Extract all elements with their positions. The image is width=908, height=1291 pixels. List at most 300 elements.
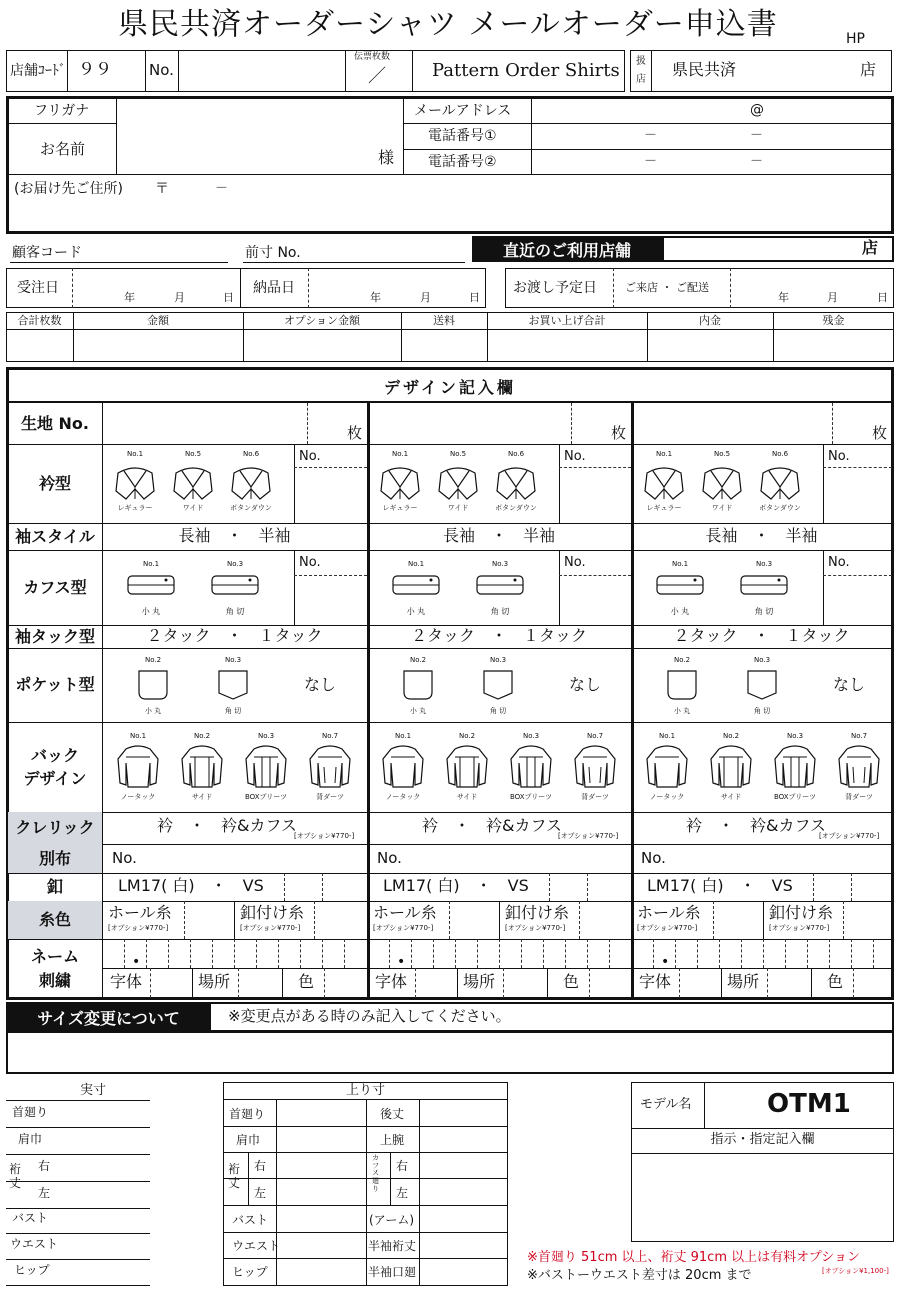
customer-code-label: 顧客コード [12,245,82,261]
store-code-label: 店舗ｺｰﾄﾞ [10,63,66,79]
slip-value[interactable]: ／ [368,66,386,87]
phone1-label: 電話番号① [428,128,497,144]
col3-back-icon-3 [837,743,881,789]
col3-cuffs-no-0: No.1 [671,560,689,568]
agari-yuki-label: 裄丈 [228,1162,241,1191]
col1-name-field[interactable] [104,940,365,970]
col2-collar-option-0[interactable] [379,461,421,505]
no-field[interactable] [179,51,345,91]
agari-left-field-1[interactable] [277,1127,365,1151]
col1-back-name-1: サイド [191,793,213,801]
col2-collar-no-0: No.1 [391,450,409,458]
jissun-row-field-0[interactable] [70,1102,148,1126]
agari-right-label-4: (アーム) [369,1213,415,1227]
handover-y[interactable]: 年 [778,291,789,304]
col2-collar-no-label: No. [564,449,586,464]
col2-collar-name-2: ボタンダウン [495,504,537,512]
col2-attach-thread-field[interactable] [581,903,629,937]
col1-font-label: 字体 [110,972,143,991]
col1-attach-option-price: [オプション¥770-] [240,924,301,932]
jissun-row-label-2: 右 [38,1159,51,1173]
jissun-row-field-6[interactable] [70,1260,148,1284]
col3-pocket-option-0[interactable] [665,668,699,706]
col1-attach-thread-field[interactable] [316,903,365,937]
col1-cuffs-icon-1 [210,572,260,598]
col3-collar-option-2[interactable] [759,461,801,505]
agari-right-field-4[interactable] [420,1207,507,1231]
col3-pocket-option-1[interactable] [745,668,779,706]
col2-back-name-3: 背ダーツ [581,793,609,801]
col2-back-option-3[interactable] [573,743,617,793]
jissun-row-field-1[interactable] [70,1129,148,1153]
delivery-y[interactable]: 年 [370,291,381,304]
agari-left-label-2: 右 [254,1159,267,1173]
jissun-row-field-4[interactable] [70,1208,148,1232]
totals-head-balance: 残金 [822,314,845,327]
size-change-title: サイズ変更について [6,1002,211,1032]
jissun-row-label-4: バスト [12,1211,49,1225]
col2-pocket-name-0: 小 丸 [409,707,427,715]
store-suffix: 店 [860,60,877,79]
col2-back-option-0[interactable] [381,743,425,793]
postal-mark: 〒 [155,181,169,197]
col1-cleric-option-price: [オプション¥770-] [294,832,355,840]
size-change-field[interactable] [6,1032,894,1074]
note-line-1: ※首廻り 51cm 以上、裄丈 91cm 以上は有料オプション [527,1250,860,1265]
design-label-cuffs: カフス型 [23,577,87,597]
col2-collar-name-1: ワイド [447,504,469,512]
col3-collar-no-0: No.1 [655,450,673,458]
col1-cleric-options[interactable]: 衿 ・ 衿&カフス [157,816,297,835]
col3-hole-thread-label: ホール糸 [637,903,701,922]
col2-betsu-field[interactable] [407,846,627,872]
col3-cleric-option-price: [オプション¥770-] [819,832,880,840]
totals-head-count: 合計枚数 [17,314,62,327]
model-value: OTM1 [767,1089,851,1119]
totals-head-total: お買い上げ合計 [528,314,606,327]
col2-collar-icon-2 [495,461,537,501]
slip-label: 伝票枚数 [354,52,391,62]
order-date-label: 受注日 [17,280,59,296]
recent-store-suffix: 店 [862,238,879,257]
col3-pocket-no-0: No.2 [673,656,691,664]
col2-color-label: 色 [563,972,580,991]
col3-back-name-0: ノータック [649,793,685,801]
col1-back-option-2[interactable] [244,743,288,793]
col2-collar-option-1[interactable] [437,461,479,505]
phone2-dash-a[interactable]: － [644,154,658,169]
phone1-dash-a[interactable]: － [644,128,658,143]
agari-right-field-3[interactable] [420,1180,507,1204]
visit-or-ship[interactable]: ご来店 ・ ご配送 [625,281,709,294]
col2-cuffs-no-label: No. [564,555,586,570]
col2-sleeve-options[interactable]: 長袖 ・ 半袖 [442,526,555,545]
col1-collar-name-0: レギュラー [117,504,153,512]
col1-pocket-none[interactable]: なし [304,675,337,694]
design-label-tuck: 袖タック型 [14,626,95,646]
col3-pocket-no-1: No.3 [753,656,771,664]
sama-label: 様 [378,148,395,167]
col1-cuffs-name-0: 小 丸 [141,607,161,616]
jissun-row-field-2[interactable] [70,1156,148,1180]
note-option-price: [オプション¥1,100-] [822,1267,889,1275]
handover-d[interactable]: 日 [877,291,888,304]
col3-collar-name-0: レギュラー [646,504,682,512]
col1-back-icon-1 [180,743,224,789]
col1-back-name-0: ノータック [120,793,156,801]
totals-entry-row[interactable] [7,330,893,361]
note-line-2: ※バストーウエスト差寸は 20cm まで [527,1268,752,1283]
col3-back-name-1: サイド [720,793,742,801]
col2-collar-no-field[interactable] [561,469,629,521]
agari-right-field-2[interactable] [420,1153,507,1177]
col2-collar-icon-0 [379,461,421,501]
col3-collar-no-1: No.5 [713,450,731,458]
col1-betsu-field[interactable] [142,846,363,872]
col3-attach-thread-label: 釦付け糸 [769,903,834,922]
col2-back-name-2: BOXプリーツ [510,793,552,801]
col2-pocket-icon-1 [481,668,515,702]
col3-fabric-field[interactable] [633,404,890,443]
agari-left-label-0: 首廻り [229,1107,266,1121]
col3-cuffs-option-0[interactable] [655,572,705,602]
col2-attach-thread-label: 釦付け糸 [505,903,570,922]
col3-betsu-no-label: No. [641,849,666,867]
col1-attach-thread-label: 釦付け糸 [240,903,305,922]
address-field[interactable] [10,200,890,230]
col2-cuffs-name-1: 角 切 [490,607,510,616]
furigana-label: フリガナ [34,103,90,119]
col2-cuffs-no-field[interactable] [561,577,629,623]
col3-back-option-0[interactable] [645,743,689,793]
col1-cuffs-option-0[interactable] [126,572,176,602]
col1-collar-no-2: No.6 [242,450,260,458]
agari-left-field-0[interactable] [277,1101,365,1125]
col1-pocket-option-0[interactable] [136,668,170,706]
col2-back-no-2: No.3 [522,732,540,740]
col1-cuffs-no-1: No.3 [226,560,244,568]
col1-cuffs-icon-0 [126,572,176,598]
col1-name-dot: • [132,954,141,970]
design-label-name: ネーム 刺繍 [30,947,79,990]
col1-pocket-option-1[interactable] [216,668,250,706]
col1-back-option-0[interactable] [116,743,160,793]
phone2-label: 電話番号② [428,154,497,170]
totals-head-amount: 金額 [147,314,169,327]
col3-cleric-options[interactable]: 衿 ・ 衿&カフス [686,816,826,835]
col2-pocket-no-0: No.2 [409,656,427,664]
col2-back-icon-3 [573,743,617,789]
col2-pocket-none[interactable]: なし [569,675,602,694]
col1-cuffs-name-1: 角 切 [225,607,245,616]
col2-hole-option-price: [オプション¥770-] [373,924,434,932]
col3-cuffs-icon-1 [739,572,789,598]
col2-back-no-3: No.7 [586,732,604,740]
col1-cuffs-option-1[interactable] [210,572,260,602]
design-label-cleric: クレリック [8,812,102,844]
col3-collar-no-label: No. [828,449,850,464]
col2-collar-icon-1 [437,461,479,501]
col2-cuffs-no-1: No.3 [491,560,509,568]
col1-back-option-3[interactable] [308,743,352,793]
col1-collar-name-2: ボタンダウン [230,504,272,512]
col1-hole-thread-field[interactable] [186,903,232,937]
col2-betsu-no-label: No. [377,849,402,867]
col1-pocket-name-0: 小 丸 [144,707,162,715]
agari-right-label-2: 右 [396,1159,409,1173]
col3-cuffs-name-1: 角 切 [754,607,774,616]
col1-betsu-no-label: No. [112,849,137,867]
col2-place-label: 場所 [463,972,496,991]
col3-attach-option-price: [オプション¥770-] [769,924,830,932]
col3-name-field[interactable] [633,940,890,970]
agari-right-label-3: 左 [396,1186,409,1200]
jissun-row-field-5[interactable] [70,1234,148,1258]
col3-collar-icon-1 [701,461,743,501]
col3-button-options[interactable]: LM17( 白) ・ VS [647,876,793,895]
agari-left-field-3[interactable] [277,1180,365,1204]
col1-collar-icon-1 [172,461,214,501]
col2-cleric-options[interactable]: 衿 ・ 衿&カフス [422,816,562,835]
order-d[interactable]: 日 [223,291,234,304]
name-label: お名前 [40,140,86,158]
col3-cuffs-name-0: 小 丸 [670,607,690,616]
col1-collar-name-1: ワイド [182,504,204,512]
maesun-label: 前寸 No. [245,245,301,261]
col3-hole-option-price: [オプション¥770-] [637,924,698,932]
store-code-value[interactable]: ９９ [78,60,112,80]
col1-pocket-no-0: No.2 [144,656,162,664]
col1-back-icon-2 [244,743,288,789]
totals-head-deposit: 内金 [699,314,721,327]
phone2-dash-b[interactable]: － [750,154,764,169]
design-label-collar: 衿型 [38,473,71,493]
agari-left-field-6[interactable] [277,1259,365,1283]
agari-cuffs-label: カフス廻り [372,1154,379,1193]
handover-date-label: お渡し予定日 [513,280,597,296]
col2-back-option-1[interactable] [445,743,489,793]
col2-name-dot: • [397,954,406,970]
col2-back-icon-0 [381,743,425,789]
col3-collar-option-1[interactable] [701,461,743,505]
col2-back-icon-2 [509,743,553,789]
col3-cuffs-icon-0 [655,572,705,598]
col2-attach-option-price: [オプション¥770-] [505,924,566,932]
col1-cuffs-no-label: No. [299,555,321,570]
col3-place-label: 場所 [727,972,760,991]
col1-tuck-options[interactable]: ２タック ・ １タック [146,626,323,645]
col1-collar-option-2[interactable] [230,461,272,505]
col2-collar-no-1: No.5 [449,450,467,458]
jissun-row-label-3: 左 [38,1186,51,1200]
jissun-title: 実寸 [79,1083,106,1098]
col1-pocket-icon-0 [136,668,170,702]
col2-back-icon-1 [445,743,489,789]
col2-button-options[interactable]: LM17( 白) ・ VS [383,876,529,895]
agari-left-field-4[interactable] [277,1207,365,1231]
col3-tuck-options[interactable]: ２タック ・ １タック [673,626,850,645]
model-label: モデル名 [640,1097,692,1112]
col3-collar-option-0[interactable] [643,461,685,505]
col1-collar-no-label: No. [299,449,321,464]
col1-pocket-no-1: No.3 [224,656,242,664]
col1-hole-option-price: [オプション¥770-] [108,924,169,932]
col1-button-options[interactable]: LM17( 白) ・ VS [118,876,264,895]
col1-hole-thread-label: ホール糸 [108,903,172,922]
col1-sleeve-options[interactable]: 長袖 ・ 半袖 [178,526,291,545]
col3-collar-name-1: ワイド [711,504,733,512]
col1-back-no-2: No.3 [257,732,275,740]
col1-back-name-3: 背ダーツ [316,793,344,801]
col1-place-label: 場所 [198,972,231,991]
col1-collar-option-1[interactable] [172,461,214,505]
jissun-row-label-6: ヒップ [14,1263,50,1277]
col2-hole-thread-field[interactable] [451,903,497,937]
order-y[interactable]: 年 [124,291,135,304]
col1-collar-no-0: No.1 [126,450,144,458]
col3-pocket-name-1: 角 切 [753,707,771,715]
jissun-row-label-5: ウエスト [10,1237,59,1251]
col2-back-no-1: No.2 [458,732,476,740]
col2-name-field[interactable] [369,940,629,970]
col1-collar-option-0[interactable] [114,461,156,505]
col2-cuffs-option-0[interactable] [391,572,441,602]
col1-cuffs-no-field[interactable] [296,577,365,623]
jissun-row-field-3[interactable] [70,1183,148,1207]
furigana-field[interactable] [117,99,402,123]
col3-cuffs-no-label: No. [828,555,850,570]
col3-back-name-3: 背ダーツ [845,793,873,801]
agari-right-field-6[interactable] [420,1259,507,1283]
col1-color-label: 色 [298,972,315,991]
recent-store-label: 直近のご利用店舗 [472,236,662,262]
design-label-button: 釦 [46,877,63,897]
col2-pocket-no-1: No.3 [489,656,507,664]
agari-left-label-5: ウエスト [232,1239,281,1253]
address-label: (お届け先ご住所) [14,181,123,197]
agari-right-label-6: 半袖口廻 [368,1265,417,1279]
handling-label-2: 店 [636,74,646,85]
col1-back-name-2: BOXプリーツ [245,793,287,801]
instructions-field[interactable] [632,1154,893,1241]
hp-mark: HP [846,31,865,47]
col3-back-no-3: No.7 [850,732,868,740]
pattern-order-shirts: Pattern Order Shirts [432,60,620,81]
col3-name-dot: • [661,954,670,970]
col3-back-icon-2 [773,743,817,789]
jissun-yuki-label: 裄丈 [9,1162,22,1191]
col3-hole-thread-field[interactable] [715,903,761,937]
col2-back-no-0: No.1 [394,732,412,740]
agari-left-label-4: バスト [232,1213,269,1227]
agari-left-label-6: ヒップ [232,1265,268,1279]
agari-right-field-5[interactable] [420,1233,507,1257]
col3-font-label: 字体 [639,972,672,991]
col3-betsu-field[interactable] [671,846,888,872]
store-name[interactable]: 県民共済 [672,60,737,79]
phone1-dash-b[interactable]: － [750,128,764,143]
col2-collar-no-2: No.6 [507,450,525,458]
name-field[interactable] [117,124,375,174]
agari-left-field-2[interactable] [277,1153,365,1177]
email-label: メールアドレス [414,103,512,119]
col3-cuffs-no-field[interactable] [825,577,890,623]
col1-back-option-1[interactable] [180,743,224,793]
agari-right-field-1[interactable] [420,1127,507,1151]
col3-color-label: 色 [827,972,844,991]
postal-dash[interactable]: － [215,181,229,196]
delivery-m[interactable]: 月 [420,291,431,304]
totals-head-shipping: 送料 [433,314,455,327]
col3-back-option-3[interactable] [837,743,881,793]
col1-fabric-field[interactable] [104,404,365,443]
col3-attach-thread-field[interactable] [845,903,890,937]
col2-cuffs-icon-0 [391,572,441,598]
col3-pocket-icon-0 [665,668,699,702]
col2-fabric-field[interactable] [369,404,629,443]
col1-back-no-1: No.2 [193,732,211,740]
design-label-fabric: 生地 No. [20,413,90,433]
col2-collar-option-2[interactable] [495,461,537,505]
agari-left-label-3: 左 [254,1186,267,1200]
col2-back-name-1: サイド [456,793,478,801]
col1-mai: 枚 [347,424,363,442]
agari-left-field-5[interactable] [277,1233,365,1257]
col3-collar-name-2: ボタンダウン [759,504,801,512]
col2-tuck-options[interactable]: ２タック ・ １タック [410,626,587,645]
col3-pocket-icon-1 [745,668,779,702]
col2-mai: 枚 [611,424,627,442]
col3-collar-no-field[interactable] [825,469,890,521]
col2-pocket-option-0[interactable] [401,668,435,706]
col1-collar-icon-0 [114,461,156,501]
col3-sleeve-options[interactable]: 長袖 ・ 半袖 [705,526,818,545]
col2-hole-thread-label: ホール糸 [373,903,437,922]
col3-collar-icon-0 [643,461,685,501]
email-at[interactable]: @ [750,102,764,118]
order-m[interactable]: 月 [174,291,185,304]
delivery-d[interactable]: 日 [469,291,480,304]
design-label-back: バック デザイン [23,745,87,788]
col3-pocket-name-0: 小 丸 [673,707,691,715]
col3-pocket-none[interactable]: なし [833,675,866,694]
col1-collar-no-field[interactable] [296,469,365,521]
col3-back-option-2[interactable] [773,743,817,793]
recent-store-field[interactable] [662,236,894,262]
col1-collar-icon-2 [230,461,272,501]
col1-back-icon-3 [308,743,352,789]
agari-right-field-0[interactable] [420,1101,507,1125]
dates-box [6,268,486,308]
page-title: 県民共済オーダーシャツ メールオーダー申込書 [118,7,778,42]
design-label-thread: 糸色 [8,901,102,939]
col3-back-icon-1 [709,743,753,789]
col3-back-no-1: No.2 [722,732,740,740]
col2-pocket-option-1[interactable] [481,668,515,706]
instructions-label: 指示・指定記入欄 [710,1132,815,1147]
col2-cleric-option-price: [オプション¥770-] [558,832,619,840]
col3-cuffs-option-1[interactable] [739,572,789,602]
col3-back-option-1[interactable] [709,743,753,793]
design-label-betsu: 別布 [8,844,102,873]
no-label: No. [149,61,174,79]
handover-m[interactable]: 月 [827,291,838,304]
col1-back-no-0: No.1 [129,732,147,740]
col3-collar-no-2: No.6 [771,450,789,458]
col2-back-option-2[interactable] [509,743,553,793]
col2-cuffs-option-1[interactable] [475,572,525,602]
design-label-pocket: ポケット型 [15,675,95,695]
